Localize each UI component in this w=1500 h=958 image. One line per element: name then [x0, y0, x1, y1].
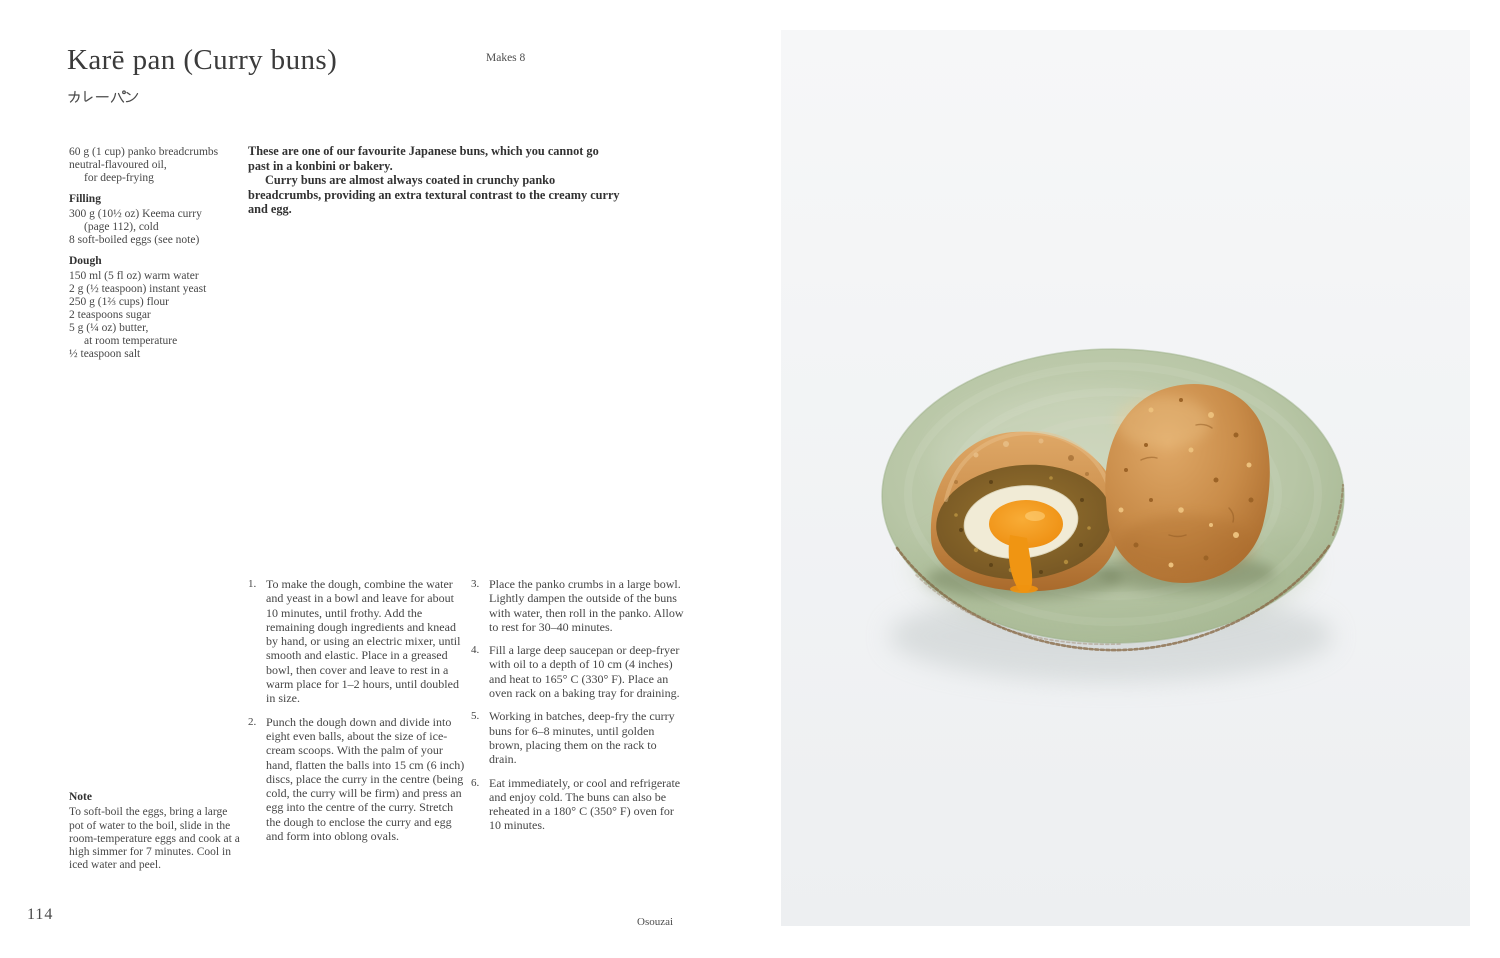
step-number: 6. [471, 776, 480, 789]
ingredient-line: 5 g (¼ oz) butter, [69, 322, 149, 334]
yolk-pool [1010, 585, 1038, 593]
curry-bun-whole [1105, 384, 1270, 583]
whole-bun-highlight [1115, 396, 1211, 448]
chapter-footer: Osouzai [637, 916, 674, 928]
method-step [471, 643, 687, 700]
recipe-title: Karē pan (Curry buns) [67, 44, 338, 76]
intro-paragraph: Curry buns are almost always coated in crunchy panko breadcrumbs, providing an extra textural contrast to the creamy curry and egg. [248, 173, 620, 217]
step-text: Place the panko crumbs in a large bowl. Lightly dampen the outside of the buns with water, then roll in the panko. Allow to rest for 30–40 minutes. [489, 577, 684, 634]
note-block [69, 791, 243, 873]
step-number: 4. [471, 644, 480, 657]
page-number: 114 [27, 906, 54, 923]
yield-label: Makes 8 [486, 52, 526, 64]
ingredient-line: neutral-flavoured oil, [69, 159, 167, 171]
ingredient-line: for deep-frying [84, 172, 154, 184]
intro-text [248, 144, 620, 217]
method-column-1 [248, 577, 466, 852]
step-text: Eat immediately, or cool and refrigerate and enjoy cold. The buns can also be reheated in a 180° C (350° F) oven for 10 minutes. [489, 775, 681, 833]
ingredient-line: 300 g (10½ oz) Keema curry [69, 208, 202, 220]
method-column-2 [471, 577, 687, 842]
ingredient-group-heading: Dough [69, 255, 102, 267]
ingredient-line: 2 teaspoons sugar [69, 309, 151, 321]
method-step [471, 709, 687, 766]
yolk-highlight [1025, 511, 1045, 521]
method-step [471, 776, 687, 833]
step-text: Working in batches, deep-fry the curry buns for 6–8 minutes, until golden brown, placing them on the rack to drain. [489, 709, 675, 767]
step-number: 2. [248, 715, 257, 728]
step-number: 3. [471, 578, 480, 590]
recipe-photo [781, 30, 1470, 926]
step-text: To make the dough, combine the water and yeast in a bowl and leave for about 10 minutes, until frothy. Add the remaining dough ingredients and knead by hand, or using an electric mixer, until smooth and elastic. Place in a greased bowl, then cover and leave to rest in a warm place for 1–2 hours, until doubled in size. [266, 577, 461, 706]
method-step [471, 577, 687, 634]
ingredients-list [69, 146, 247, 361]
ingredient-line: ½ teaspoon salt [69, 348, 141, 360]
ingredient-line: 250 g (1⅔ cups) flour [69, 296, 169, 308]
ingredient-line: 150 ml (5 fl oz) warm water [69, 270, 199, 282]
recipe-title-japanese [68, 90, 140, 105]
ingredient-line: (page 112), cold [84, 221, 159, 233]
intro-paragraph: These are one of our favourite Japanese buns, which you cannot go past in a konbini or bakery. [248, 144, 599, 173]
ingredient-line: 60 g (1 cup) panko breadcrumbs [69, 146, 219, 158]
step-number: 5. [471, 710, 480, 723]
ingredient-group-heading: Filling [69, 193, 101, 205]
curry-bun-photo-illustration [781, 30, 1470, 926]
step-number: 1. [248, 578, 257, 590]
step-text: Fill a large deep saucepan or deep-fryer with oil to a depth of 10 cm (4 inches) and heat to 165° C (330° F). Place an oven rack on a baking tray for draining. [489, 643, 680, 701]
ingredient-line: 2 g (½ teaspoon) instant yeast [69, 283, 207, 295]
method-step [248, 577, 466, 706]
note-heading: Note [69, 791, 92, 803]
note-text: To soft-boil the eggs, bring a large pot of water to the boil, slide in the room-temperature eggs and cook at a high simmer for 7 minutes. Cool in iced water and peel. [69, 806, 240, 872]
step-text: Punch the dough down and divide into eight even balls, about the size of ice-cream scoops. With the palm of your hand, flatten the balls into 15 cm (6 inch) discs, place the curry in the centre (being cold, the curry will be firm) and press an egg into the centre of the curry. Stretch the dough to enclose the curry and egg and form into oblong ovals. [266, 714, 465, 844]
ingredient-line: at room temperature [84, 335, 178, 347]
ingredient-line: 8 soft-boiled eggs (see note) [69, 234, 200, 246]
method-step [248, 715, 466, 844]
japanese-katakana-glyphs [68, 90, 140, 105]
